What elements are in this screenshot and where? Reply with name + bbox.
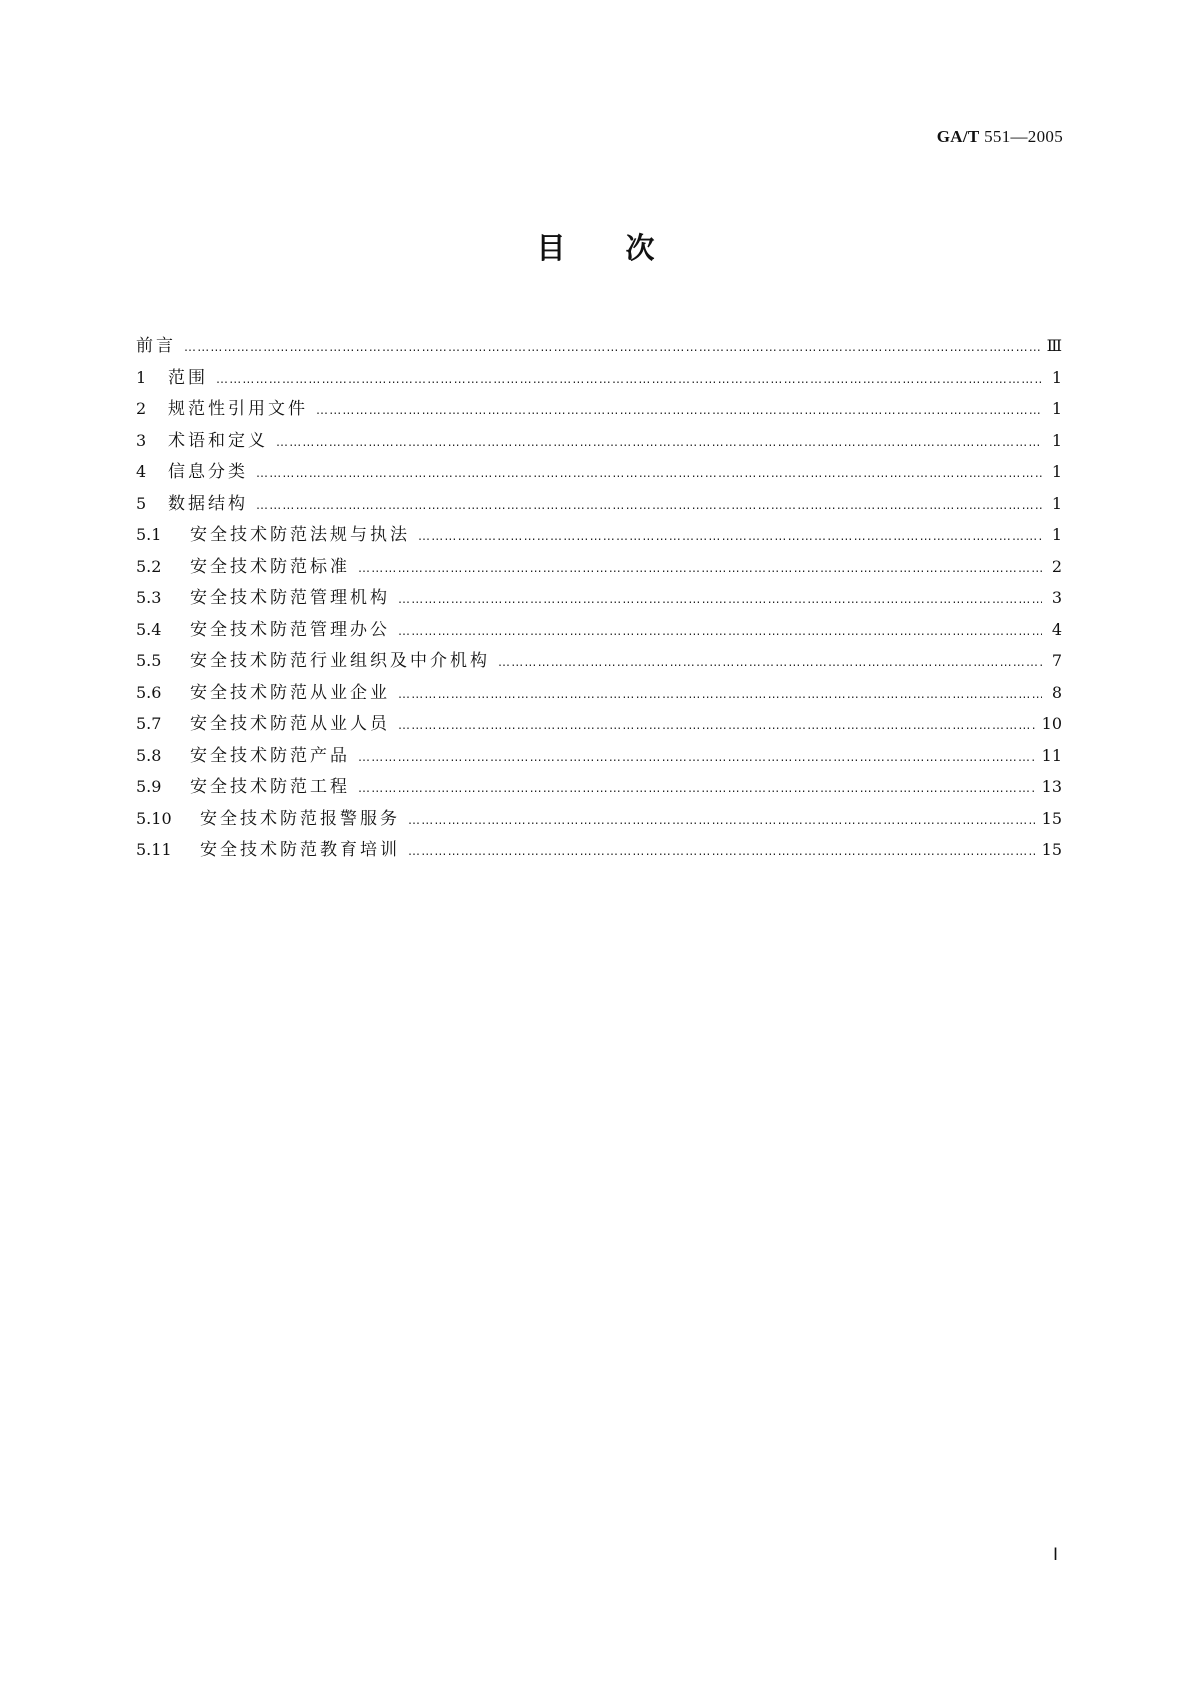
toc-entry-title: 安全技术防范行业组织及中介机构 bbox=[190, 651, 490, 671]
toc-entry-page: 7 bbox=[1051, 651, 1062, 670]
toc-entry-title: 安全技术防范教育培训 bbox=[200, 840, 400, 860]
toc-entry-number: 5.3 bbox=[136, 588, 162, 607]
toc-entry-foreword[interactable] bbox=[136, 330, 1062, 362]
toc-entry-5-1[interactable] bbox=[136, 519, 1062, 551]
toc-entry-page: 1 bbox=[1051, 367, 1062, 387]
toc-entry-title: 术语和定义 bbox=[168, 430, 268, 451]
table-of-contents bbox=[136, 330, 1062, 866]
toc-entry-title: 安全技术防范报警服务 bbox=[200, 808, 400, 829]
toc-entry-page: Ⅲ bbox=[1046, 336, 1062, 355]
toc-leader-dots bbox=[398, 584, 1042, 616]
toc-entry-5-5[interactable] bbox=[136, 645, 1062, 677]
toc-entry-page: 2 bbox=[1051, 556, 1062, 576]
toc-entry-page: 1 bbox=[1051, 399, 1062, 418]
toc-entry-2[interactable] bbox=[136, 393, 1062, 425]
toc-entry-5[interactable] bbox=[136, 488, 1062, 520]
toc-entry-page: 4 bbox=[1051, 619, 1062, 639]
toc-entry-title: 安全技术防范标准 bbox=[190, 556, 350, 577]
toc-entry-number: 5.7 bbox=[136, 714, 162, 733]
toc-entry-number: 1 bbox=[136, 367, 147, 387]
toc-entry-5-7[interactable] bbox=[136, 708, 1062, 740]
toc-entry-title: 安全技术防范法规与执法 bbox=[190, 525, 410, 545]
toc-entry-title: 数据结构 bbox=[168, 493, 248, 514]
toc-entry-number: 5.1 bbox=[136, 525, 162, 544]
toc-leader-dots bbox=[398, 679, 1042, 711]
toc-entry-number: 5.5 bbox=[136, 651, 162, 670]
toc-entry-title: 规范性引用文件 bbox=[168, 399, 308, 419]
toc-entry-3[interactable] bbox=[136, 425, 1062, 457]
toc-leader-dots bbox=[358, 773, 1036, 805]
document-code bbox=[937, 127, 1063, 147]
toc-entry-5-8[interactable] bbox=[136, 740, 1062, 772]
toc-entry-title: 安全技术防范从业人员 bbox=[190, 714, 390, 734]
toc-entry-page: 15 bbox=[1041, 840, 1062, 859]
toc-leader-dots bbox=[276, 427, 1042, 459]
toc-entry-number: 5 bbox=[136, 493, 147, 513]
page-title: 目次 bbox=[536, 231, 715, 265]
toc-leader-dots bbox=[256, 490, 1042, 522]
toc-leader-dots bbox=[398, 616, 1042, 648]
toc-entry-number: 3 bbox=[136, 430, 147, 450]
toc-entry-number: 2 bbox=[136, 399, 147, 418]
toc-leader-dots bbox=[358, 742, 1036, 774]
toc-entry-page: 11 bbox=[1041, 745, 1062, 765]
toc-entry-number: 5.11 bbox=[136, 840, 172, 859]
toc-entry-page: 3 bbox=[1051, 588, 1062, 607]
toc-entry-number: 5.4 bbox=[136, 619, 162, 639]
toc-entry-page: 8 bbox=[1051, 682, 1062, 702]
toc-entry-title: 安全技术防范管理办公 bbox=[190, 619, 390, 640]
toc-leader-dots bbox=[418, 521, 1042, 553]
toc-entry-4[interactable] bbox=[136, 456, 1062, 488]
toc-entry-number: 5.2 bbox=[136, 556, 162, 576]
toc-leader-dots bbox=[398, 710, 1036, 742]
toc-leader-dots bbox=[498, 647, 1042, 679]
toc-leader-dots bbox=[256, 458, 1042, 490]
toc-entry-5-9[interactable] bbox=[136, 771, 1062, 803]
toc-entry-5-11[interactable] bbox=[136, 834, 1062, 866]
toc-entry-5-4[interactable] bbox=[136, 614, 1062, 646]
toc-entry-title: 安全技术防范管理机构 bbox=[190, 588, 390, 608]
toc-leader-dots bbox=[184, 332, 1041, 364]
toc-entry-5-2[interactable] bbox=[136, 551, 1062, 583]
toc-entry-title: 安全技术防范产品 bbox=[190, 745, 350, 766]
toc-entry-5-3[interactable] bbox=[136, 582, 1062, 614]
toc-entry-number: 5.9 bbox=[136, 777, 162, 796]
toc-entry-title: 范围 bbox=[168, 367, 208, 388]
toc-entry-title: 前言 bbox=[136, 336, 176, 356]
toc-entry-page: 1 bbox=[1051, 462, 1062, 481]
toc-entry-number: 4 bbox=[136, 462, 147, 481]
document-code-prefix: GA/T bbox=[936, 127, 980, 146]
toc-leader-dots bbox=[408, 805, 1036, 837]
toc-entry-number: 5.8 bbox=[136, 745, 162, 765]
toc-entry-page: 1 bbox=[1051, 525, 1062, 544]
toc-entry-page: 15 bbox=[1041, 808, 1062, 828]
toc-entry-page: 1 bbox=[1051, 430, 1062, 450]
toc-leader-dots bbox=[316, 395, 1042, 427]
toc-entry-title: 信息分类 bbox=[168, 462, 248, 482]
toc-leader-dots bbox=[216, 364, 1042, 396]
toc-entry-5-6[interactable] bbox=[136, 677, 1062, 709]
page-number: Ⅰ bbox=[1052, 1545, 1058, 1564]
toc-entry-number: 5.6 bbox=[136, 682, 162, 702]
toc-entry-title: 安全技术防范工程 bbox=[190, 777, 350, 797]
document-code-number: 551—2005 bbox=[979, 127, 1063, 146]
toc-entry-page: 13 bbox=[1041, 777, 1062, 796]
toc-entry-page: 1 bbox=[1051, 493, 1062, 513]
toc-entry-1[interactable] bbox=[136, 362, 1062, 394]
toc-entry-number: 5.10 bbox=[136, 808, 172, 828]
toc-leader-dots bbox=[408, 836, 1036, 868]
toc-entry-page: 10 bbox=[1041, 714, 1062, 733]
toc-leader-dots bbox=[358, 553, 1042, 585]
toc-entry-title: 安全技术防范从业企业 bbox=[190, 682, 390, 703]
toc-entry-5-10[interactable] bbox=[136, 803, 1062, 835]
